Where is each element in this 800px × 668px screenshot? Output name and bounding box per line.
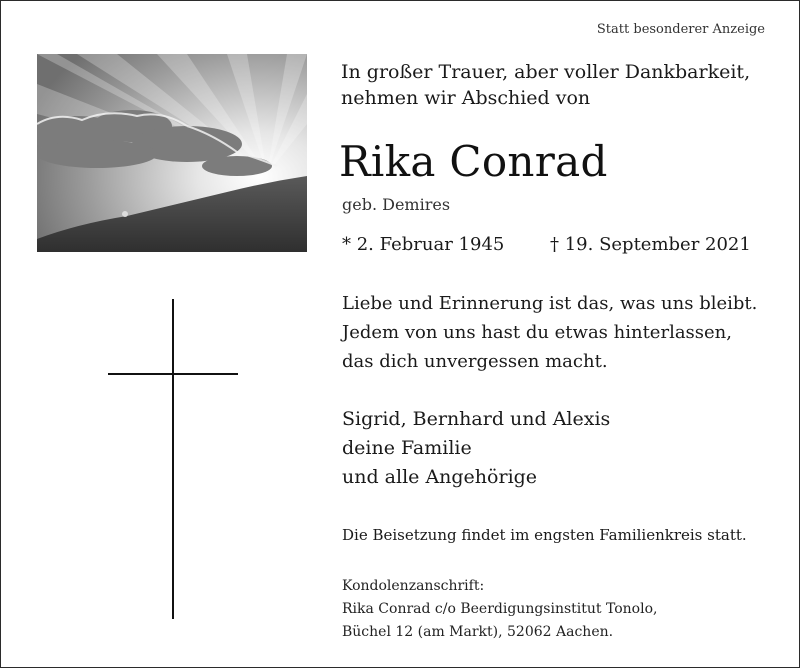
funeral-note: Die Beisetzung findet im engsten Familienkreis statt. xyxy=(342,526,747,544)
quote-line: Jedem von uns hast du etwas hinterlassen, xyxy=(342,322,732,343)
condolence-heading: Kondolenzanschrift: xyxy=(342,578,485,594)
mourners xyxy=(342,405,610,492)
deceased-name: Rika Conrad xyxy=(339,137,608,186)
header-note: Statt besonderer Anzeige xyxy=(596,22,765,37)
intro-line: nehmen wir Abschied von xyxy=(341,87,591,109)
mourner-line: deine Familie xyxy=(342,437,472,459)
intro-line: In großer Trauer, aber voller Dankbarkeit, xyxy=(341,61,751,83)
intro-text xyxy=(341,59,750,111)
condolence-address xyxy=(342,575,657,644)
memorial-quote xyxy=(342,289,757,376)
condolence-line: Büchel 12 (am Markt), 52062 Aachen. xyxy=(342,624,614,640)
photo-image xyxy=(37,54,307,252)
quote-line: das dich unvergessen macht. xyxy=(342,351,608,372)
maiden-name: geb. Demires xyxy=(342,195,451,214)
condolence-line: Rika Conrad c/o Beerdigungsinstitut Tonolo, xyxy=(342,601,658,617)
mourner-line: Sigrid, Bernhard und Alexis xyxy=(342,408,611,430)
sunrays-clouds-photo xyxy=(37,54,307,252)
death-date: † 19. September 2021 xyxy=(550,234,751,255)
mourner-line: und alle Angehörige xyxy=(342,466,538,488)
quote-line: Liebe und Erinnerung ist das, was uns bleibt. xyxy=(342,293,758,314)
birth-date: * 2. Februar 1945 xyxy=(342,234,505,255)
cross-icon xyxy=(108,299,238,619)
